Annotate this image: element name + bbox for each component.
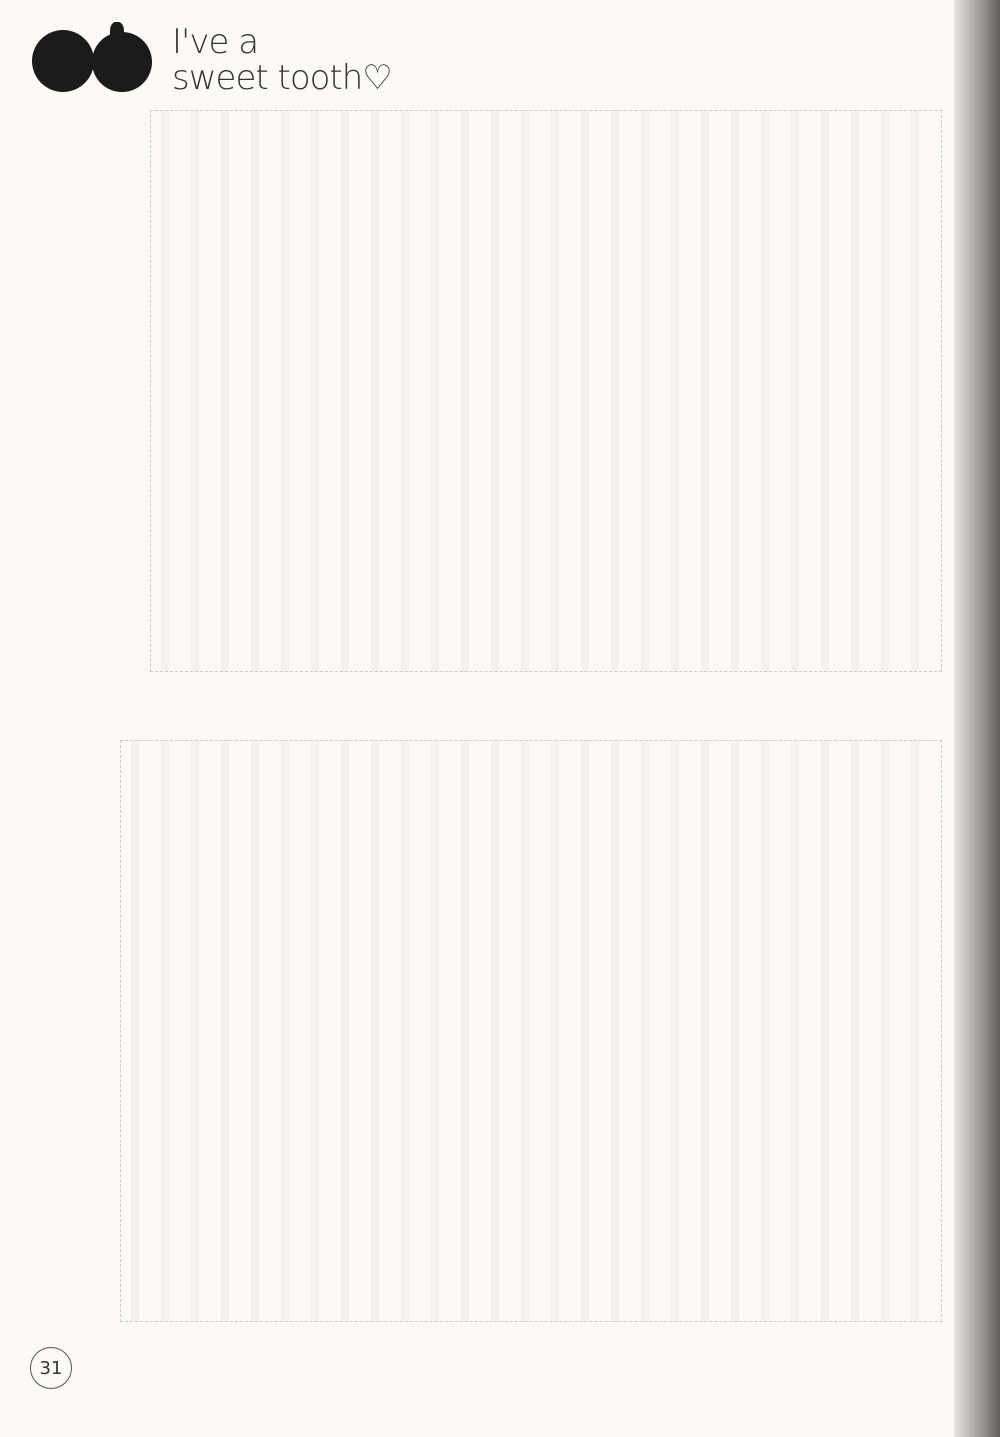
title-line-1: I've a	[172, 22, 259, 62]
page-number: 31	[30, 1347, 72, 1389]
scan-edge-shadow	[954, 0, 1000, 1437]
series-title	[172, 24, 392, 96]
page-header	[22, 20, 392, 100]
title-line-2: sweet tooth♡	[172, 58, 392, 98]
text-block-lower	[120, 740, 942, 1322]
text-block-upper	[150, 110, 942, 672]
logo-silhouette-icon	[22, 20, 172, 100]
